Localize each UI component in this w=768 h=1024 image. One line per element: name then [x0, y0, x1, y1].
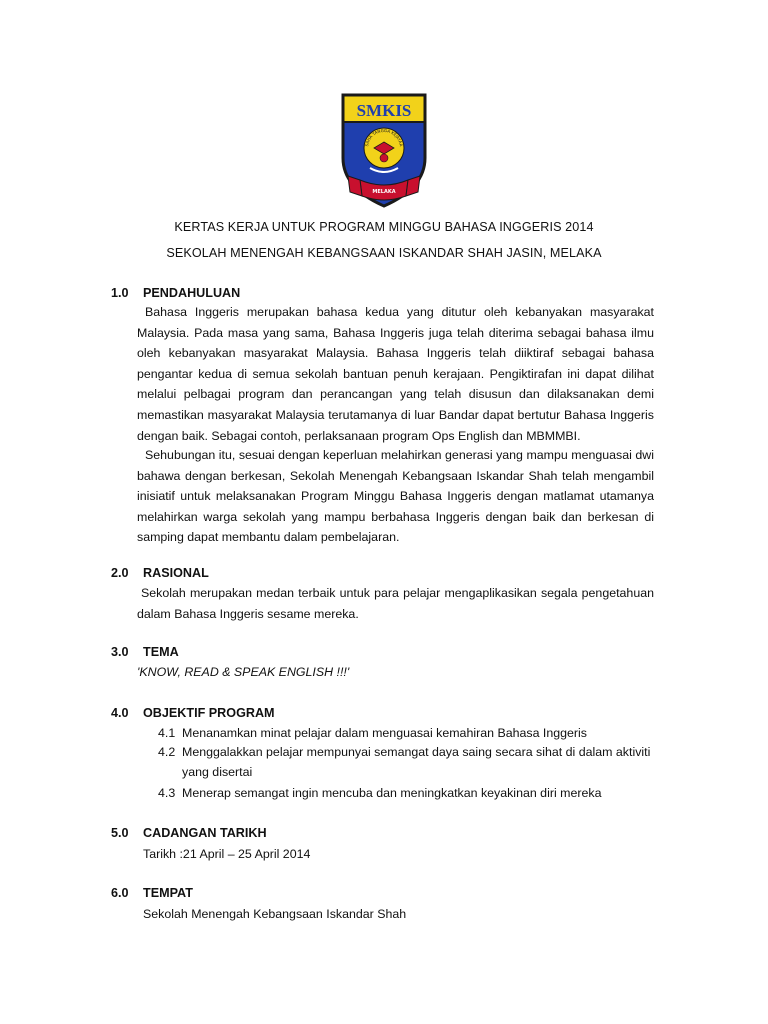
objective-text-continued: yang disertai	[182, 765, 253, 779]
logo-text: SMKIS	[356, 101, 412, 120]
section-heading-rasional	[111, 566, 209, 580]
section-heading-tema	[111, 645, 179, 659]
logo-motto-text: SAHA TANGGA KEJAYAA	[364, 127, 404, 147]
section-number: 1.0	[111, 286, 129, 300]
section-number: 6.0	[111, 886, 129, 900]
section-title: RASIONAL	[143, 566, 209, 580]
objective-number: 4.1	[158, 726, 176, 740]
section-heading-tempat	[111, 886, 193, 900]
section-title: TEMPAT	[143, 886, 193, 900]
section-title: OBJEKTIF PROGRAM	[143, 706, 275, 720]
logo-banner-text: MELAKA	[372, 189, 396, 195]
section-heading-objektif	[111, 706, 275, 720]
section-number: 2.0	[111, 566, 129, 580]
section-title: TEMA	[143, 645, 179, 659]
theme-text: 'KNOW, READ & SPEAK ENGLISH !!!'	[137, 665, 350, 679]
section-title: PENDAHULUAN	[143, 286, 241, 300]
school-crest-logo	[340, 92, 428, 210]
objective-text: Menerap semangat ingin mencuba dan meningkatkan keyakinan diri mereka	[182, 786, 602, 800]
objective-item	[158, 745, 650, 759]
objective-item	[158, 786, 601, 800]
section-number: 3.0	[111, 645, 129, 659]
section-number: 5.0	[111, 826, 129, 840]
section-title: CADANGAN TARIKH	[143, 826, 267, 840]
objective-text: Menggalakkan pelajar mempunyai semangat daya saing secara sihat di dalam aktiviti	[182, 745, 651, 759]
pendahuluan-paragraph-2: Sehubungan itu, sesuai dengan keperluan melahirkan generasi yang mampu menguasai dwi bahawa dengan berkesan, Sekolah Menengah Kebangsaan Iskandar Shah telah mengambil inisiatif untuk melaksanakan Program Minggu Bahasa Inggeris dengan matlamat utamanya melahirkan warga sekolah yang mampu berbahasa Inggeris dengan baik dan berkesan di samping dapat membantu dalam pembelajaran.	[137, 448, 654, 545]
venue-text: Sekolah Menengah Kebangsaan Iskandar Shah	[143, 907, 407, 921]
objective-text: Menanamkan minat pelajar dalam menguasai kemahiran Bahasa Inggeris	[182, 726, 587, 740]
rasional-paragraph: Sekolah merupakan medan terbaik untuk para pelajar mengaplikasikan segala pengetahuan dalam Bahasa Inggeris sesame mereka.	[137, 586, 654, 621]
objective-number: 4.3	[158, 786, 176, 800]
proposed-date: Tarikh :21 April – 25 April 2014	[143, 847, 311, 861]
objective-number: 4.2	[158, 745, 176, 759]
document-title-line-2: SEKOLAH MENENGAH KEBANGSAAN ISKANDAR SHAH JASIN, MELAKA	[166, 246, 602, 260]
pendahuluan-paragraph-1: Bahasa Inggeris merupakan bahasa kedua yang ditutur oleh kebanyakan masyarakat Malaysia. Pada masa yang sama, Bahasa Inggeris juga telah diterima sebagai bahasa ilmu oleh kebanyakan masyarakat Malaysia. Bahasa Inggeris telah diiktiraf sebagai bahasa pengantar kedua di semua sekolah bantuan penuh kerajaan. Pengiktirafan ini dapat dilihat melalui pelbagai program dan perancangan yang telah disusun dan dilaksanakan demi memastikan masyarakat Malaysia terutamanya di luar Bandar dapat bertutur Bahasa Inggeris dengan baik. Sebagai contoh, perlaksanaan program Ops English dan MBMMBI.	[137, 305, 654, 443]
section-number: 4.0	[111, 706, 129, 720]
section-heading-cadangan-tarikh	[111, 826, 267, 840]
objective-item	[158, 726, 587, 740]
section-heading-pendahuluan	[111, 286, 240, 300]
document-title-line-1: KERTAS KERJA UNTUK PROGRAM MINGGU BAHASA INGGERIS 2014	[174, 220, 594, 234]
